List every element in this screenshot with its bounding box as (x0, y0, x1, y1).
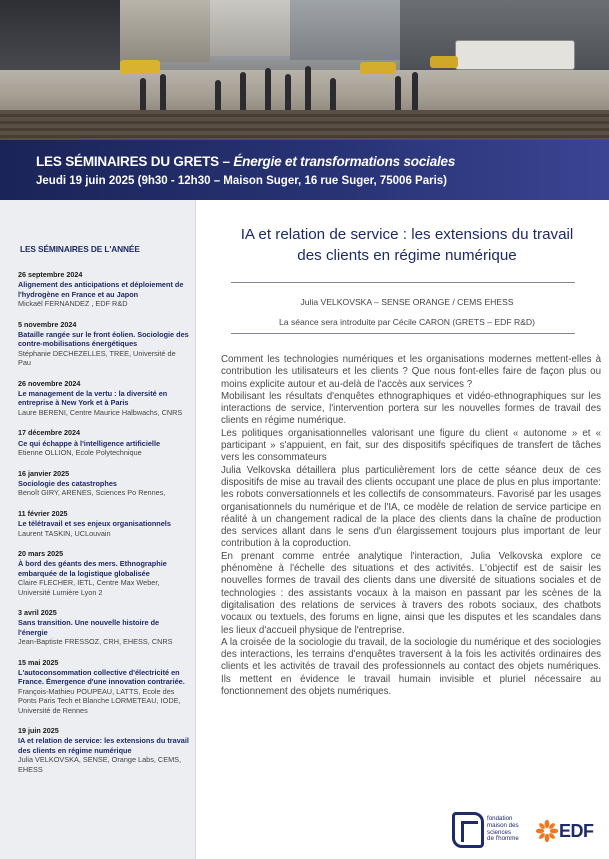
pedestrian (305, 66, 311, 114)
event-speakers: Laure BERENI, Centre Maurice Halbwachs, CNRS (18, 407, 183, 417)
banner-date: Jeudi 19 juin 2025 (9h30 - 12h30 – Maison Suger, 16 rue Suger, 75006 Paris) (36, 175, 448, 187)
fmsh-mark-icon (452, 812, 484, 848)
seminar-banner (0, 140, 609, 200)
article-body (221, 354, 601, 698)
intro-line: La séance sera introduite par Cécile CARON (GRETS – EDF R&D) (279, 317, 535, 327)
building-center (210, 0, 290, 56)
stairs (0, 110, 609, 140)
seminar-event (18, 608, 189, 647)
seminar-event (18, 469, 189, 498)
sidebar-title: LES SÉMINAIRES DE L'ANNÉE (20, 244, 140, 254)
building-left (0, 0, 120, 80)
event-date: 16 janvier 2025 (18, 468, 70, 478)
event-date: 26 novembre 2024 (18, 378, 81, 388)
event-title: Bataille rangée sur le front éolien. Sociologie des contre-mobilisations énergétiques (18, 330, 189, 349)
pedestrian (140, 78, 146, 114)
event-date: 20 mars 2025 (18, 548, 64, 558)
event-date: 11 février 2025 (18, 508, 68, 518)
article-paragraph: Les politiques organisationnelles valorisant une figure du client « autonome » et « participant » s'appuient, en fait, sur des dispositifs spécifiques de transfert de tâches vers les consommateurs (221, 427, 601, 464)
main-content (197, 200, 609, 859)
event-speakers: Julia VELKOVSKA, SENSE, Orange Labs, CEMS, EHESS (18, 755, 182, 774)
article-paragraph: Julia Velkovska détaillera plus particulièrement lors de cette séance deux de ces dispositifs de mise au travail des clients occupant une place de plus en plus importante: les robots conversationnels et les collectifs de consommateurs. Favorisé par les usages organisationnels du numérique et de l'IA, ce modèle de relation de service participe en réalité à un changement radical de la place des clients dans la chaîne de production des services allant dans le sens d'un élargissement toujours plus important de leur contribution à la coproduction. (221, 464, 601, 550)
article-title: IA et relation de service : les extensions du travail des clients en régime numérique (240, 226, 574, 264)
article-paragraph: A la croisée de la sociologie du travail, de la sociologie du numérique et des sociologies des interactions, les terrains d'enquêtes traversent à la fois les activités ordinaires des clients et les activités de travail des professionnels au contact des objets numériques. Ils mettent en évidence le travail humain invisible et pluriel nécessaire au fonctionnement des objets numériques. (221, 636, 601, 698)
pedestrian (330, 78, 336, 114)
pedestrian (265, 68, 271, 114)
seminar-event (18, 726, 189, 774)
bus (455, 40, 575, 70)
seminar-event (18, 549, 189, 597)
edf-flower-icon (535, 819, 559, 843)
event-date: 3 avril 2025 (18, 607, 57, 617)
pedestrian (215, 80, 221, 114)
event-list (18, 270, 189, 774)
event-speakers: François-Mathieu POUPEAU, LATTS, Ecole des Ponts Paris Tech et Blanche LORMETEAU, IODE, Université de Rennes (18, 686, 181, 715)
event-speakers: Laurent TASKIN, UCLouvain (18, 528, 111, 538)
seminar-event (18, 379, 189, 418)
taxi (430, 56, 458, 68)
banner-theme: Énergie et transformations sociales (233, 154, 456, 169)
event-title: Ce qui échappe à l'intelligence artificielle (18, 438, 161, 448)
seminar-event (18, 428, 189, 457)
pedestrian (412, 72, 418, 114)
article-paragraph: En prenant comme entrée analytique l'interaction, Julia Velkovska explore ce phénomène à l'échelle des situations et des activités. L'objectif est de saisir les nouvelles formes de travail des clients dans une diversité de situations sociales et de technologies : des assistants vocaux à la maison en passant par les scènes de la digitalisation des relations de services à travers des robots sociaux, des chatbots vocaux ou textuels, des forums en ligne, ainsi que les disputes et les scandales dans les lieux d'accueil physique de l'entreprise. (221, 550, 601, 636)
event-title: À bord des géants des mers. Ethnographie embarquée de la logistique globalisée (18, 559, 167, 578)
event-title: IA et relation de service: les extensions du travail des clients en régime numérique (18, 736, 189, 755)
banner-series: LES SÉMINAIRES DU GRETS – (36, 154, 234, 169)
event-speakers: Benoît GIRY, ARENES, Sciences Po Rennes, (18, 488, 166, 498)
taxi (360, 62, 396, 74)
seminar-event (18, 270, 189, 309)
article-paragraph: Comment les technologies numériques et les organisations modernes mettent-elles à contribution les utilisateurs et les clients ? Que nous font-elles faire de façon plus ou moins explicite autour et au-delà de l'accès aux services ? (221, 354, 601, 390)
seminar-event (18, 320, 189, 368)
event-speakers: Claire FLECHER, IETL, Centre Max Weber, Université Lumière Lyon 2 (18, 578, 160, 597)
event-date: 26 septembre 2024 (18, 270, 83, 279)
event-title: L'autoconsommation collective d'électricité en France. Émergence d'une innovation contrariée. (18, 668, 185, 687)
event-title: Sans transition. Une nouvelle histoire de l'énergie (18, 618, 160, 637)
event-speakers: Etienne OLLION, Ecole Polytechnique (18, 448, 142, 458)
building-center-right (290, 0, 400, 60)
article-paragraph: Mobilisant les résultats d'enquêtes ethnographiques et vidéo-ethnographiques sur les interactions de service, l'intervention portera sur les nouvelles formes de travail des clients en régime numérique. (221, 390, 601, 427)
event-date: 19 juin 2025 (18, 726, 59, 736)
event-title: Le management de la vertu : la diversité en entreprise à New York et à Paris (18, 389, 168, 408)
fmsh-logo-text: fondation maison des sciences de l'homme (487, 815, 519, 843)
event-title: Sociologie des catastrophes (18, 478, 117, 488)
event-title: Alignement des anticipations et déploiement de l'hydrogène en France et au Japon (18, 280, 184, 299)
hero-photo (0, 0, 609, 140)
pedestrian (160, 74, 166, 114)
building-left-mid (120, 0, 210, 62)
fmsh-logo (452, 812, 528, 852)
event-title: Le télétravail et ses enjeux organisationnels (18, 519, 171, 529)
divider (231, 333, 575, 334)
divider (231, 282, 575, 283)
edf-logo-text: EDF (559, 821, 594, 841)
event-speakers: Stéphanie DECHEZELLES, TREE, Université de Pau (18, 348, 176, 368)
event-date: 15 mai 2025 (18, 657, 59, 667)
event-date: 17 décembre 2024 (18, 428, 80, 438)
event-speakers: Jean-Baptiste FRESSOZ, CRH, EHESS, CNRS (18, 637, 173, 647)
banner-title (36, 154, 609, 169)
speaker-line: Julia VELKOVSKA – SENSE ORANGE / CEMS EHESS (300, 297, 514, 307)
event-date: 5 novembre 2024 (18, 319, 77, 329)
pedestrian (240, 72, 246, 114)
seminar-event (18, 658, 189, 715)
seminar-event (18, 509, 189, 538)
pedestrian (285, 74, 291, 114)
sidebar (0, 200, 196, 859)
taxi (120, 60, 160, 74)
pedestrian (395, 76, 401, 114)
event-speakers: Mickaël FERNANDEZ , EDF R&D (18, 299, 128, 309)
edf-logo (533, 815, 597, 847)
